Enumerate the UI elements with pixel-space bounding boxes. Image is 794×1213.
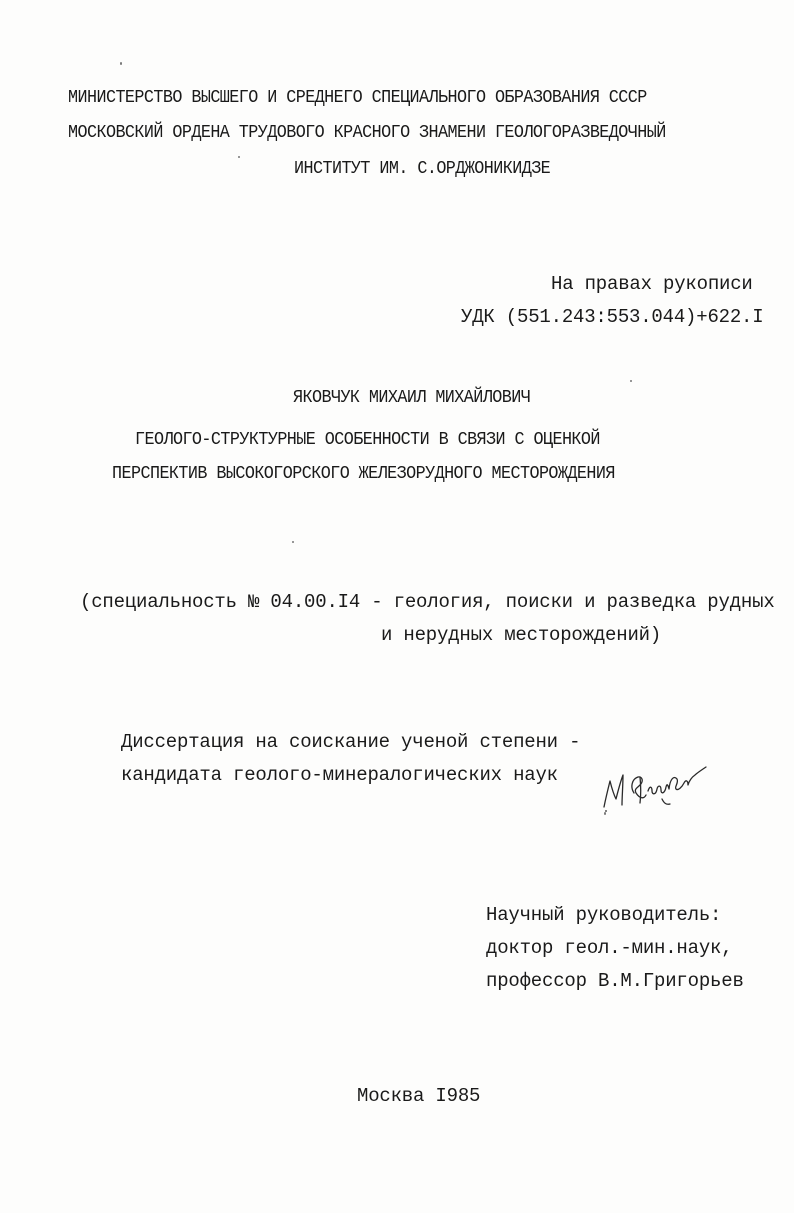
city-year: Москва I985 [357, 1085, 481, 1107]
supervisor-heading: Научный руководитель: [486, 904, 722, 926]
author-name: ЯКОВЧУК МИХАИЛ МИХАЙЛОВИЧ [293, 388, 531, 408]
thesis-title-line1: ГЕОЛОГО-СТРУКТУРНЫЕ ОСОБЕННОСТИ В СВЯЗИ С ОЦЕНКОЙ [135, 430, 600, 450]
handwritten-signature [600, 755, 710, 815]
header-institute-name: ИНСТИТУТ ИМ. С.ОРДЖОНИКИДЗЕ [294, 159, 551, 179]
specialty-line1: (специальность № 04.00.I4 - геология, поиски и разведка рудных [80, 591, 775, 613]
specialty-line2: и нерудных месторождений) [381, 624, 662, 646]
header-institute-line: МОСКОВСКИЙ ОРДЕНА ТРУДОВОГО КРАСНОГО ЗНАМЕНИ ГЕОЛОГОРАЗВЕДОЧНЫЙ [68, 123, 666, 143]
supervisor-name: профессор В.М.Григорьев [486, 970, 744, 992]
supervisor-degree: доктор геол.-мин.наук, [486, 937, 733, 959]
scan-speck [238, 156, 240, 158]
scan-speck [604, 812, 606, 815]
scan-speck [630, 380, 632, 382]
udc-code: УДК (551.243:553.044)+622.I [461, 306, 764, 328]
dissertation-line2: кандидата геолого-минералогических наук [121, 764, 558, 786]
dissertation-line1: Диссертация на соискание ученой степени - [121, 731, 581, 753]
thesis-title-line2: ПЕРСПЕКТИВ ВЫСОКОГОРСКОГО ЖЕЛЕЗОРУДНОГО МЕСТОРОЖДЕНИЯ [112, 464, 615, 484]
scan-speck [292, 541, 294, 543]
scan-speck [120, 62, 122, 65]
header-ministry-line: МИНИСТЕРСТВО ВЫСШЕГО И СРЕДНЕГО СПЕЦИАЛЬНОГО ОБРАЗОВАНИЯ СССР [68, 88, 647, 108]
manuscript-rights: На правах рукописи [551, 273, 753, 295]
